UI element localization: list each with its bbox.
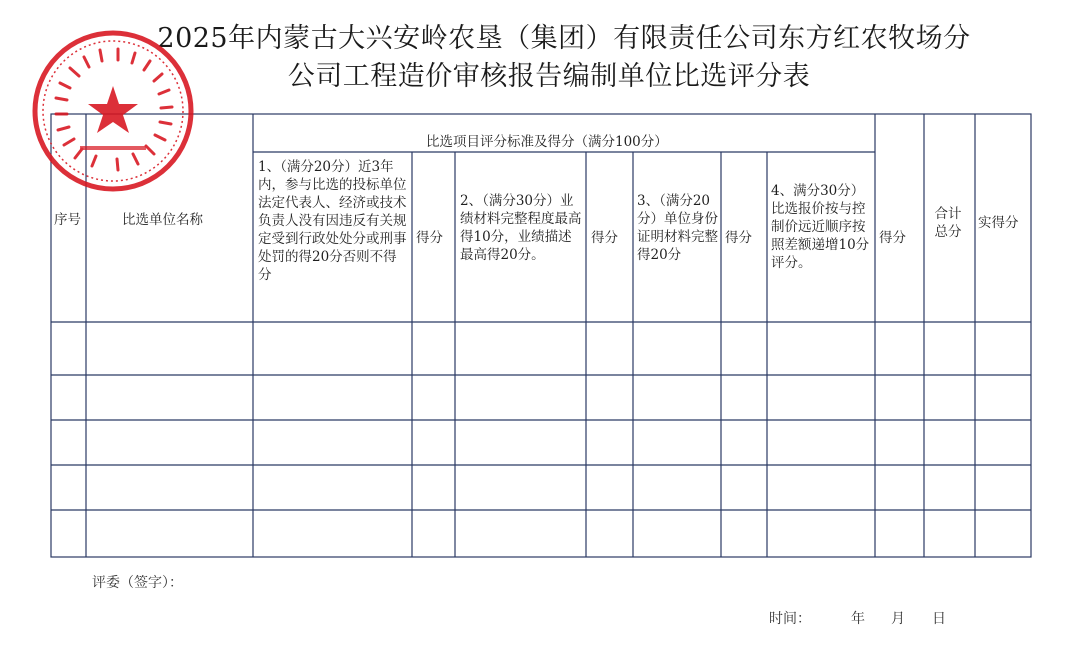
criterion-4: 4、满分30分）比选报价按与控制价远近顺序按照差额递增10分评分。: [771, 183, 870, 271]
criterion-1: 1、（满分20分）近3年内，参与比选的投标单位法定代表人、经济或技术负责人没有因违反有关规定受到行政处处分或刑事处罚的得20分否则不得分: [258, 159, 407, 283]
header-total-score: 合计总分: [934, 206, 962, 240]
criterion-3: 3、（满分20分）单位身份证明材料完整得20分: [637, 193, 718, 263]
year-label: 年: [851, 611, 865, 627]
criterion-1-score-header: 得分: [416, 230, 443, 246]
month-label: 月: [891, 611, 905, 627]
criterion-2: 2、（满分30分）业绩材料完整程度最高得10分，业绩描述最高得20分。: [460, 193, 582, 263]
page-title-line1: 2025年内蒙古大兴安岭农垦（集团）有限责任公司东方红农牧场分: [157, 23, 971, 54]
header-index: 序号: [54, 212, 81, 228]
header-criteria-group: 比选项目评分标准及得分（满分100分）: [426, 134, 668, 150]
reviewer-signature-label: 评委（签字）：: [92, 575, 183, 591]
criterion-3-score-header: 得分: [725, 230, 752, 246]
header-actual-score: 实得分: [978, 215, 1019, 231]
page-title-line2: 公司工程造价审核报告编制单位比选评分表: [287, 61, 811, 92]
criterion-4-score-header: 得分: [879, 230, 906, 246]
time-label: 时间：: [769, 611, 811, 627]
header-unit-name: 比选单位名称: [122, 212, 203, 228]
criterion-2-score-header: 得分: [591, 230, 618, 246]
day-label: 日: [932, 611, 946, 627]
